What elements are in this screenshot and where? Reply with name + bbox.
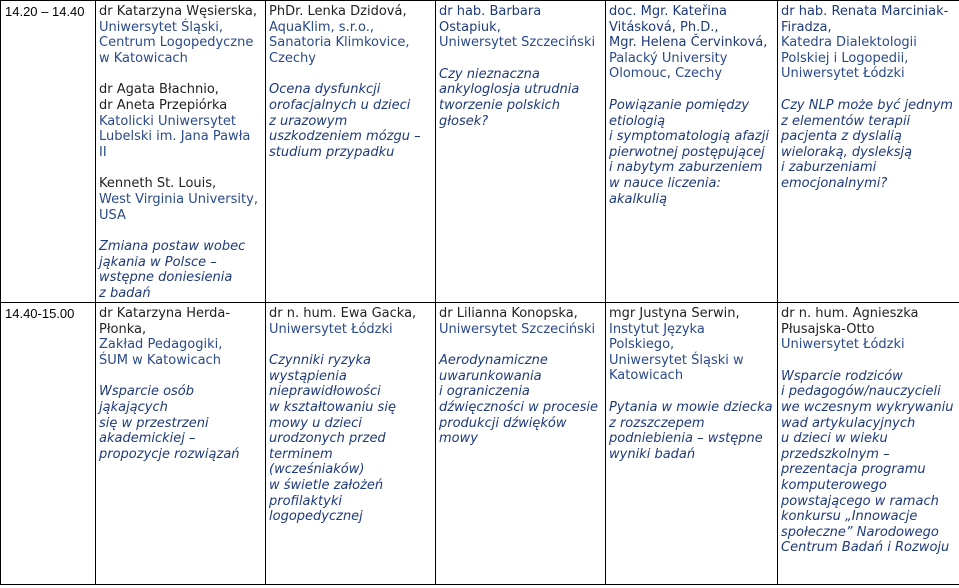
- speaker-name: doc. Mgr. Kateřina: [609, 4, 728, 19]
- talk-title: Zmiana postaw wobec jąkania w Polsce – wstępne doniesienia z badań: [99, 239, 246, 301]
- time-slot: 14.40-15.00: [1, 303, 96, 585]
- speaker-affiliation: Polskiej i Logopedii,: [781, 50, 909, 66]
- speaker-affiliation: Uniwersytet Łódzki: [781, 66, 905, 82]
- talk-title: Czy NLP może być jednym z elementów terapii pacjenta z dyslalią wieloraką, dysleksją i zaburzeniami emocjonalnymi?: [781, 97, 953, 191]
- speaker-affiliation: Olomouc, Czechy: [609, 66, 723, 82]
- speaker-affiliation: Katedra Dialektologii: [781, 35, 917, 51]
- speaker-name: PhDr. Lenka Dzidová,: [269, 4, 407, 19]
- speaker-affiliation: West Virginia University,: [99, 191, 258, 207]
- session-cell: [266, 303, 436, 585]
- talk-title: Ocena dysfunkcji orofacjalnych u dzieci z urazowym uszkodzeniem mózgu – studium przypadku: [269, 82, 421, 160]
- speaker-name: Vitásková, Ph.D.,: [609, 19, 719, 35]
- speaker-name: dr hab. Barbara: [439, 4, 542, 19]
- speaker-affiliation: Czechy: [269, 50, 316, 66]
- speaker-affiliation: Uniwersytet Szczeciński: [439, 321, 596, 337]
- speaker-name: Kenneth St. Louis,: [99, 176, 217, 192]
- talk-title: Aerodynamiczne uwarunkowania i ograniczenia dźwięczności w procesie produkcji dźwięków mowy: [439, 353, 598, 447]
- speaker-name: dr Aneta Przepiórka: [99, 97, 228, 113]
- speaker-name: dr Katarzyna Węsierska,: [99, 4, 258, 19]
- speaker-affiliation: AquaKlim, s.r.o.,: [269, 19, 374, 35]
- session-cell: [778, 1, 959, 303]
- speaker-name: Firadza,: [781, 19, 832, 35]
- speaker-name: dr Lilianna Konopska,: [439, 306, 578, 321]
- speaker-name: Ostapiuk,: [439, 19, 501, 35]
- talk-title: Pytania w mowie dziecka z rozszczepem podniebienia – wstępne wyniki badań: [609, 399, 773, 462]
- speaker-name: Mgr. Helena Červinková,: [609, 35, 768, 51]
- speaker-name: dr n. hum. Agnieszka: [781, 306, 919, 321]
- speaker-affiliation: Uniwersytet Śląski,: [99, 19, 224, 35]
- talk-title: Wsparcie osób jąkających się w przestrzeni akademickiej – propozycje rozwiązań: [99, 384, 240, 462]
- speaker-name: Płonka,: [99, 321, 147, 337]
- talk-title: Powiązanie pomiędzy etiologią i symptomatologią afazji pierwotnej postępującej i nabytym zaburzeniem w nauce liczenia: akalkulią: [609, 97, 769, 207]
- session-cell: [96, 303, 266, 585]
- speaker-name: dr n. hum. Ewa Gacka,: [269, 306, 417, 321]
- speaker-affiliation: Katolicki Uniwersytet: [99, 113, 236, 129]
- speaker-affiliation: Lubelski im. Jana Pawła II: [99, 129, 251, 160]
- session-cell: [778, 303, 959, 585]
- speaker-affiliation: Zakład Pedagogiki,: [99, 337, 223, 353]
- speaker-affiliation: Katowicach: [609, 368, 684, 384]
- speaker-name: dr Katarzyna Herda-: [99, 306, 231, 321]
- talk-title: Czy nieznaczna ankyloglosja utrudnia tworzenie polskich głosek?: [439, 66, 580, 129]
- speaker-affiliation: Centrum Logopedyczne: [99, 35, 254, 51]
- speaker-affiliation: Uniwersytet Śląski w: [609, 352, 744, 368]
- session-cell: [266, 1, 436, 303]
- speaker-affiliation: Uniwersytet Łódzki: [781, 337, 905, 353]
- speaker-affiliation: Palacký University: [609, 50, 728, 66]
- session-cell: [606, 303, 778, 585]
- speaker-affiliation: Uniwersytet Łódzki: [269, 321, 393, 337]
- speaker-affiliation: Instytut Języka Polskiego,: [609, 321, 705, 353]
- time-slot: 14.20 – 14.40: [1, 1, 96, 303]
- session-cell: [606, 1, 778, 303]
- speaker-name: dr Agata Błachnio,: [99, 82, 219, 98]
- talk-title: Wsparcie rodziców i pedagogów/nauczycieli we wczesnym wykrywaniu wad artykulacyjnych u dzieci w wieku przedszkolnym – prezentacja programu komputerowego powstającego w ramach konkursu „Innowacje społeczne” Narodowego Centrum Badań i Rozwoju: [781, 368, 954, 556]
- speaker-name: dr hab. Renata Marciniak-: [781, 4, 949, 19]
- table-row: [1, 1, 959, 303]
- speaker-name: mgr Justyna Serwin,: [609, 306, 740, 321]
- speaker-affiliation: ŚUM w Katowicach: [99, 352, 221, 368]
- speaker-affiliation: USA: [99, 207, 126, 223]
- speaker-affiliation: Sanatoria Klimkovice,: [269, 35, 410, 51]
- table-row: [1, 303, 959, 585]
- session-cell: [436, 1, 606, 303]
- speaker-affiliation: w Katowicach: [99, 50, 188, 66]
- session-cell: [436, 303, 606, 585]
- talk-title: Czynniki ryzyka wystąpienia nieprawidłowości w kształtowaniu się mowy u dzieci urodzonych przed terminem (wcześniaków) w świetle założeń profilaktyki logopedycznej: [269, 353, 396, 525]
- session-cell: [96, 1, 266, 303]
- speaker-affiliation: Uniwersytet Szczeciński: [439, 35, 596, 51]
- speaker-name: Płusajska-Otto: [781, 321, 875, 337]
